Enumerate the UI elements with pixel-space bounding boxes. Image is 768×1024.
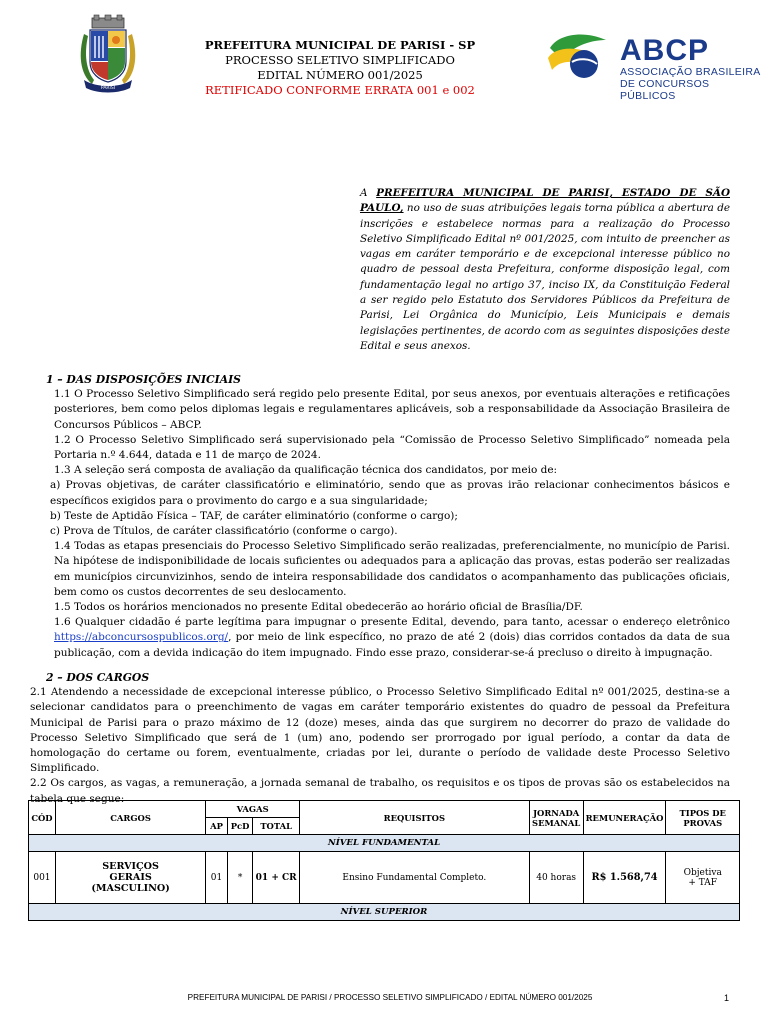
header-title: PREFEITURA MUNICIPAL DE PARISI - SP <box>204 38 476 52</box>
row-tipos: Objetiva + TAF <box>666 852 740 904</box>
header-remuneracao: REMUNERAÇÃO <box>583 801 666 835</box>
row-remuneracao: R$ 1.568,74 <box>583 852 666 904</box>
header-subtitle: PROCESSO SELETIVO SIMPLIFICADO <box>225 53 455 67</box>
level-row-superior <box>29 904 740 921</box>
abcp-logo-text <box>620 36 768 102</box>
page-footer: PREFEITURA MUNICIPAL DE PARISI / PROCESSO SELETIVO SIMPLIFICADO / EDITAL NÚMERO 001/2025 <box>187 993 593 1002</box>
row-total: 01 + CR <box>253 852 300 904</box>
paragraph-1-6-post: , por meio de link específico, no prazo de até 2 (dois) dias corridos contados da data de sua publicação, com a devida indicação do item impugnado. Findo esse prazo, considerar-se-á precluso o direito à impugnação. <box>54 631 730 659</box>
paragraph-1-2: 1.2 O Processo Seletivo Simplificado será supervisionado pela “Comissão de Processo Seletivo Simplificado” nomeada pela Portaria n.º 4.644, datada e 11 de março de 2024. <box>54 433 730 462</box>
row-cargo: SERVIÇOS GERAIS (MASCULINO) <box>55 852 205 904</box>
header-retification-note: RETIFICADO CONFORME ERRATA 001 e 002 <box>205 83 475 97</box>
row-requisitos: Ensino Fundamental Completo. <box>299 852 529 904</box>
intro-paragraph <box>360 186 730 354</box>
paragraph-1-6 <box>54 615 730 661</box>
header-cod: CÓD <box>29 801 56 835</box>
section-2 <box>30 670 730 807</box>
paragraph-1-3-c: c) Prova de Títulos, de caráter classificatório (conforme o cargo). <box>50 525 398 538</box>
paragraph-1-1: 1.1 O Processo Seletivo Simplificado será regido pelo presente Edital, por seus anexos, por eventuais alterações e retificações posteriores, bem como pelos diplomas legais e regulamentares aplicáveis, sob a responsabilidade da Associação Brasileira de Concursos Públicos – ABCP. <box>54 388 730 431</box>
page-number: 1 <box>724 993 730 1003</box>
paragraph-1-3: 1.3 A seleção será composta de avaliação da qualificação técnica dos candidatos, por meio de: <box>54 464 558 477</box>
level-row-fundamental <box>29 835 740 852</box>
logo-subtitle-line1: ASSOCIAÇÃO BRASILEIRA <box>620 66 761 78</box>
section-1 <box>46 372 730 661</box>
header-total: TOTAL <box>253 818 300 835</box>
paragraph-2-1: 2.1 Atendendo a necessidade de excepcional interesse público, o Processo Seletivo Simplificado Edital nº 001/2025, destina-se a selecionar candidatos para o preenchimento de vagas em caráter temporário existentes do quadro de pessoal da Prefeitura Municipal de Parisi para o prazo máximo de 12 (doze) meses, ainda das que surgirem no decorrer do prazo de validade do Processo Seletivo Simplificado que será de 1 (um) ano, podendo ser prorrogado por igual período, a contar da data de homologação do certame ou forem, eventualmente, criadas por lei, durante o período de validade deste Processo Seletivo Simplificado. <box>30 686 730 775</box>
header-tipos: TIPOS DE PROVAS <box>666 801 740 835</box>
parisi-crest-logo <box>78 14 138 94</box>
paragraph-1-5: 1.5 Todos os horários mencionados no presente Edital obedecerão ao horário oficial de Brasília/DF. <box>54 601 583 614</box>
logo-title: ABCP <box>620 34 710 67</box>
paragraph-2-2: 2.2 Os cargos, as vagas, a remuneração, a jornada semanal de trabalho, os requisitos e os tipos de provas são os estabelecidos na tabela que segue: <box>30 777 730 805</box>
header-pcd: PcD <box>227 818 253 835</box>
intro-entity: PREFEITURA MUNICIPAL DE PARISI, ESTADO DE SÃO PAULO, <box>360 187 730 215</box>
row-pcd: * <box>227 852 253 904</box>
row-ap: 01 <box>206 852 227 904</box>
header-cargos: CARGOS <box>55 801 205 835</box>
row-jornada: 40 horas <box>529 852 583 904</box>
abcp-website-link[interactable]: https://abconcursospublicos.org/ <box>54 631 229 644</box>
section-2-title: 2 – DOS CARGOS <box>46 671 150 684</box>
intro-prefix: A <box>360 187 377 199</box>
level-fundamental: NÍVEL FUNDAMENTAL <box>29 835 740 852</box>
header-edital-number: EDITAL NÚMERO 001/2025 <box>257 68 423 82</box>
paragraph-1-4: 1.4 Todas as etapas presenciais do Processo Seletivo Simplificado serão realizadas, preferencialmente, no município de Parisi. Na hipótese de indisponibilidade de locais suficientes ou adequados para a aplicação das provas, estas poderão ser realizadas em municípios circunvizinhos, sendo de inteira responsabilidade dos candidatos o acompanhamento das publicações oficiais, bem como os custos decorrentes de seu deslocamento. <box>54 540 730 598</box>
row-cod: 001 <box>29 852 56 904</box>
level-superior: NÍVEL SUPERIOR <box>29 904 740 921</box>
logo-subtitle-line2: DE CONCURSOS PÚBLICOS <box>620 78 710 102</box>
intro-text: no uso de suas atribuições legais torna pública a abertura de inscrições e estabelece normas para a realização do Processo Seletivo Simplificado Edital nº 001/2025, com intuito de preencher as vagas em caráter temporário e de excepcional interesse público no quadro de pessoal desta Prefeitura, conforme disposição legal, com fundamentação legal no artigo 37, inciso IX, da Constituição Federal a ser regido pelo Estatuto dos Servidores Públicos da Prefeitura de Parisi, Lei Orgânica do Município, Leis Municipais e demais legislações pertinentes, de acordo com as seguintes disposições deste Edital e seus anexos. <box>360 202 730 352</box>
paragraph-1-3-a: a) Provas objetivas, de caráter classificatório e eliminatório, sendo que as provas irão relacionar conhecimentos básicos e específicos exigidos para o provimento do cargo e a sua singularidade; <box>50 479 730 507</box>
header-requisitos: REQUISITOS <box>299 801 529 835</box>
header-jornada: JORNADA SEMANAL <box>529 801 583 835</box>
section-1-title: 1 – DAS DISPOSIÇÕES INICIAIS <box>46 373 241 386</box>
header-vagas: VAGAS <box>206 801 300 818</box>
paragraph-1-3-b: b) Teste de Aptidão Física – TAF, de caráter eliminatório (conforme o cargo); <box>50 509 458 522</box>
cargos-table <box>28 800 740 921</box>
header-ap: AP <box>206 818 227 835</box>
table-row <box>29 852 740 904</box>
svg-text:PARISI: PARISI <box>100 86 116 91</box>
paragraph-1-6-pre: 1.6 Qualquer cidadão é parte legítima para impugnar o presente Edital, devendo, para tanto, acessar o endereço eletrônico <box>54 616 730 629</box>
